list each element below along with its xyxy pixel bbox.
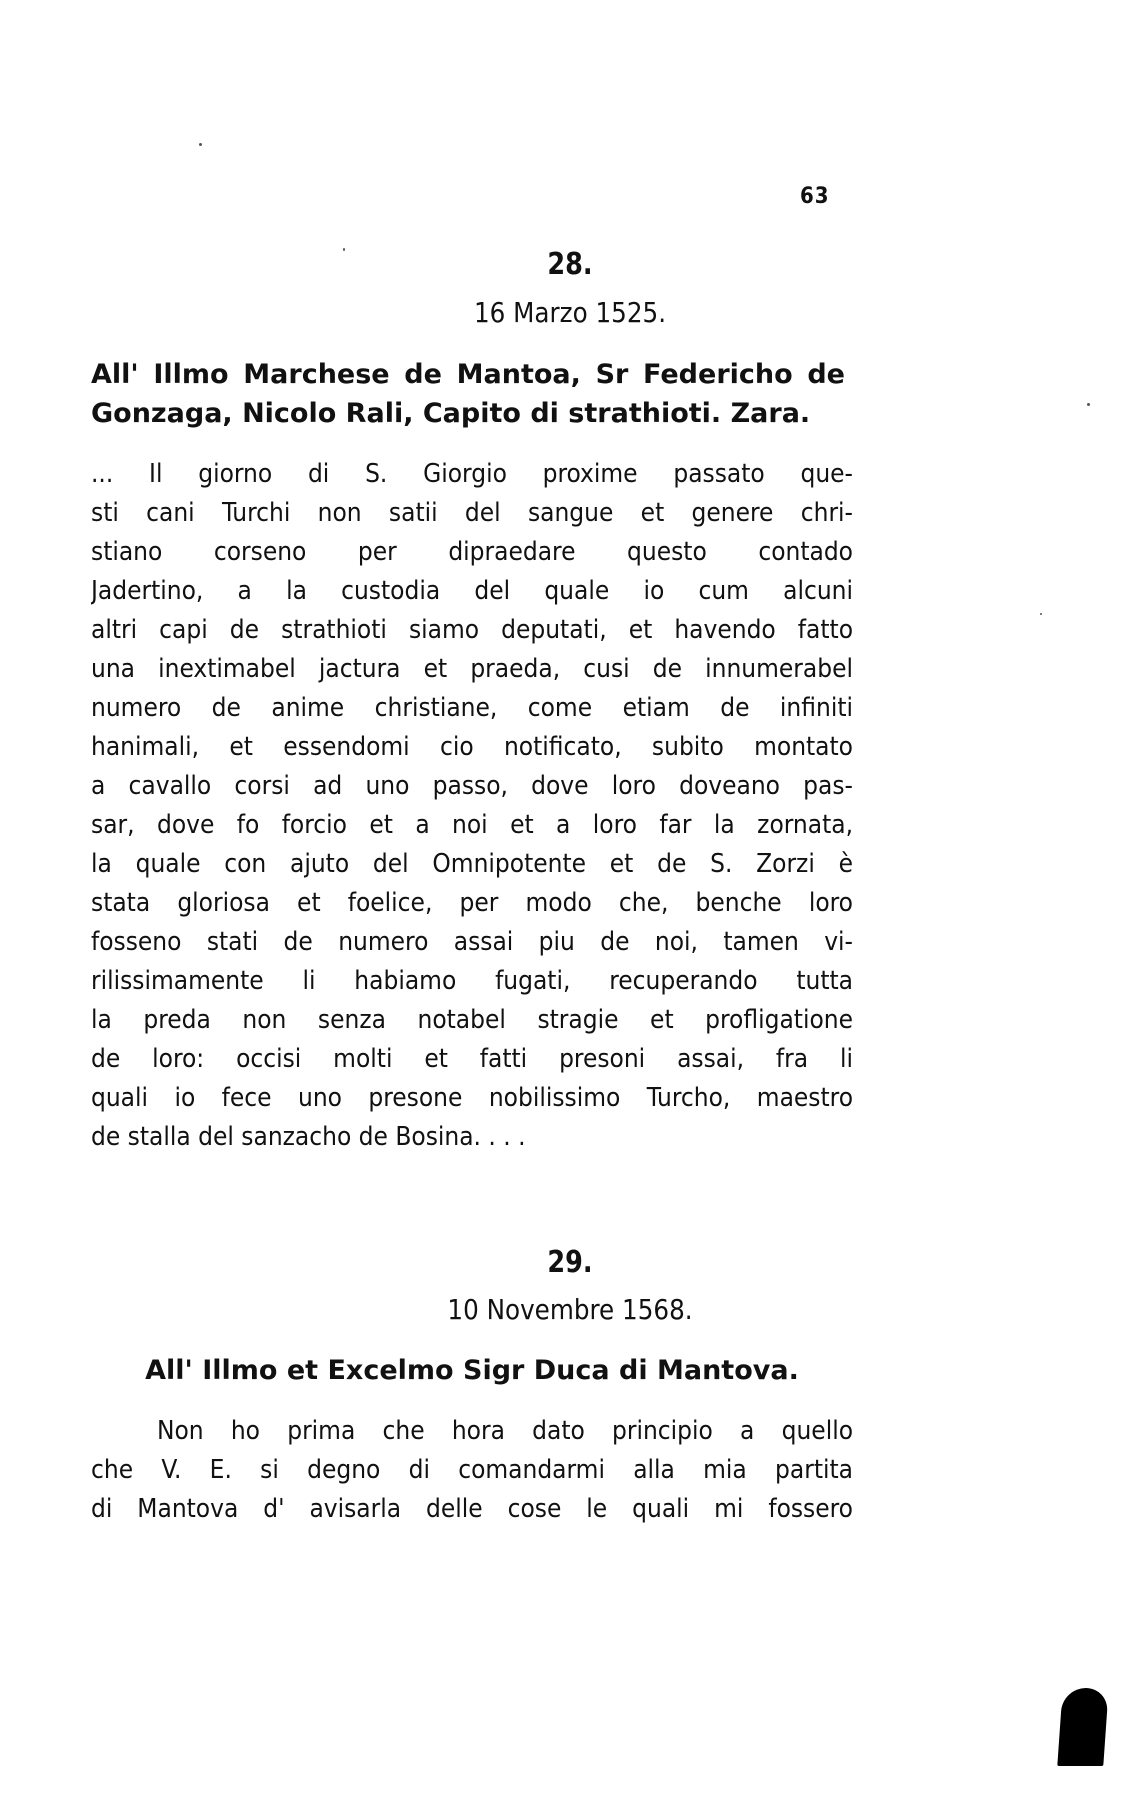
body-line: sar, dove fo forcio et a noi et a loro far la zornata, (91, 810, 853, 840)
letter-body (91, 455, 853, 1157)
body-line: de stalla del sanzacho de Bosina. . . . (91, 1122, 526, 1152)
body-line: sti cani Turchi non satii del sangue et genere chri- (91, 498, 853, 528)
body-line: Non ho prima che hora dato principio a quello (157, 1416, 853, 1446)
scan-speck (1040, 613, 1042, 615)
scan-speck (199, 143, 202, 146)
body-line: di Mantova d' avisarla delle cose le quali mi fossero (91, 1494, 853, 1524)
body-line: che V. E. si degno di comandarmi alla mia partita (91, 1455, 853, 1485)
entry-date: 16 Marzo 1525. (473, 296, 667, 329)
letter-heading (91, 1351, 853, 1390)
body-line: hanimali, et essendomi cio notificato, subito montato (91, 732, 853, 762)
body-line: Jadertino, a la custodia del quale io cum alcuni (91, 576, 853, 606)
entry-date: 10 Novembre 1568. (447, 1293, 693, 1326)
heading-line: Gonzaga, Nicolo Rali, Capito di strathioti. Zara. (91, 398, 811, 429)
letter-heading (91, 355, 845, 433)
entry-number: 29. (547, 1245, 593, 1280)
body-line: stiano corseno per dipraedare questo contado (91, 537, 853, 567)
body-line: de loro: occisi molti et fatti presoni assai, fra li (91, 1044, 853, 1074)
body-line: stata gloriosa et foelice, per modo che, benche loro (91, 888, 853, 918)
body-line: a cavallo corsi ad uno passo, dove loro doveano pas- (91, 771, 853, 801)
heading-line: All' Illmo Marchese de Mantoa, Sr Federicho de (91, 359, 845, 390)
body-line: altri capi de strathioti siamo deputati, et havendo fatto (91, 615, 853, 645)
body-line: la quale con ajuto del Omnipotente et de S. Zorzi è (91, 849, 853, 879)
entry-number: 28. (547, 247, 593, 282)
letter-body (91, 1412, 853, 1529)
scan-speck (1087, 403, 1090, 406)
body-line: rilissimamente li habiamo fugati, recuperando tutta (91, 966, 853, 996)
body-line: fosseno stati de numero assai piu de noi, tamen vi- (91, 927, 853, 957)
heading-line: All' Illmo et Excelmo Sigr Duca di Mantova. (145, 1355, 799, 1386)
body-line: una inextimabel jactura et praeda, cusi de innumerabel (91, 654, 853, 684)
body-line: la preda non senza notabel stragie et profligatione (91, 1005, 853, 1035)
body-line: quali io fece uno presone nobilissimo Turcho, maestro (91, 1083, 853, 1113)
page-number: 63 (800, 184, 830, 209)
body-line: numero de anime christiane, come etiam de infiniti (91, 693, 853, 723)
body-line: ... Il giorno di S. Giorgio proxime passato que- (91, 459, 853, 489)
scan-edge-mark (1057, 1688, 1108, 1766)
scan-speck (343, 248, 345, 251)
